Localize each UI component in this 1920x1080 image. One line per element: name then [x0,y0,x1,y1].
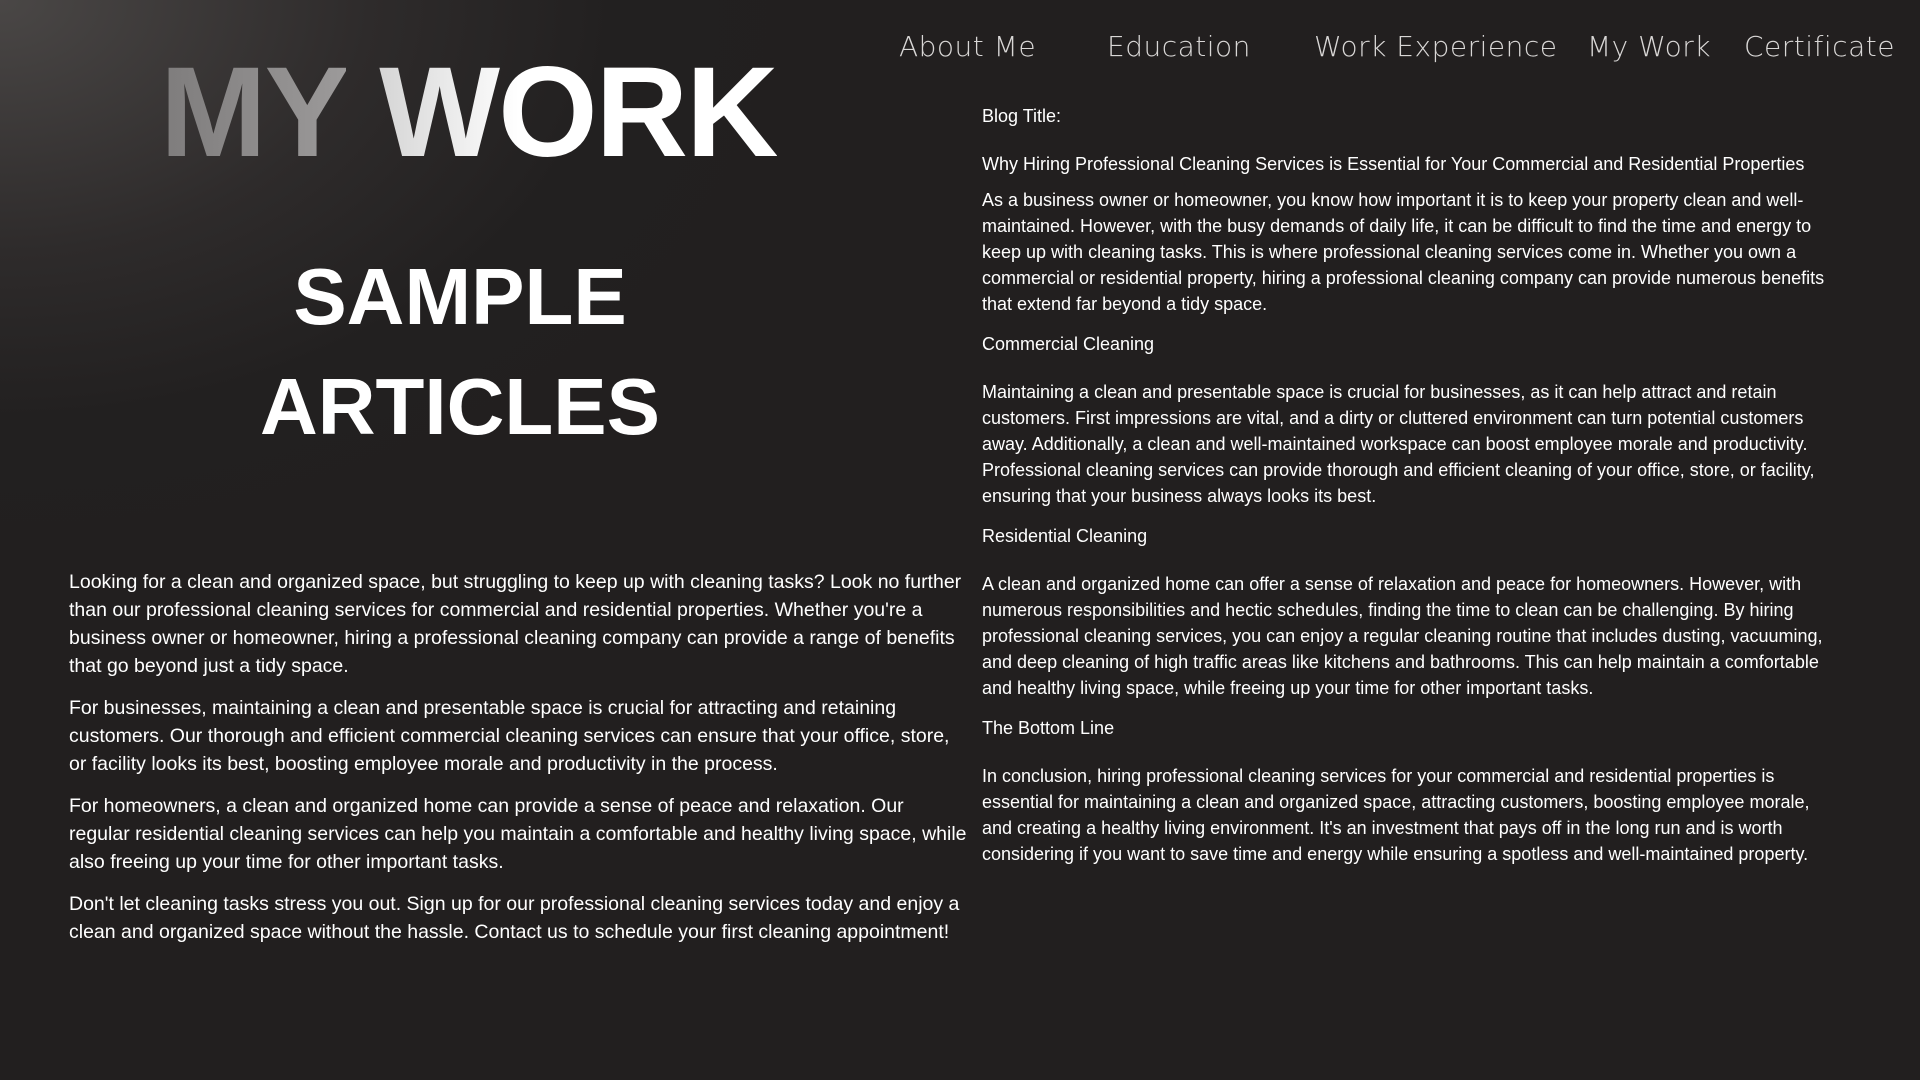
nav-item-education[interactable]: Education [1107,30,1251,63]
page-title-work: WORK [379,41,777,184]
nav-item-my-work[interactable]: My Work [1587,30,1712,63]
blog-intro: As a business owner or homeowner, you know how important it is to keep your property clean and well-maintained. However, with the busy demands of daily life, it can be difficult to find the time and energy to keep up with cleaning tasks. This is where professional cleaning services come in. Whether you own a commercial or residential property, hiring a professional cleaning company can provide numerous benefits that extend far beyond a tidy space. [982,190,1825,314]
intro-paragraph-2: For businesses, maintaining a clean and presentable space is crucial for attracting and retaining customers. Our thorough and efficient commercial cleaning services can ensure that your office, store, or facility looks its best, boosting employee morale and productivity in the process. [69,697,950,775]
blog-title-label: Blog Title: [982,106,1062,126]
section-subtitle [190,242,730,462]
section-body-commercial: Maintaining a clean and presentable space is crucial for businesses, as it can help attract and retain customers. First impressions are vital, and a dirty or cluttered environment can turn potential customers away. Additionally, a clean and well-maintained workspace can boost employee morale and productivity. Professional cleaning services can provide thorough and efficient cleaning of your office, store, or facility, ensuring that your business always looks its best. [982,382,1815,506]
blog-title: Why Hiring Professional Cleaning Services is Essential for Your Commercial and Residential Properties [982,154,1805,174]
intro-paragraph-1: Looking for a clean and organized space, but struggling to keep up with cleaning tasks? Look no further than our professional cleaning services for commercial and residential properties. Whether you're a business owner or homeowner, hiring a professional cleaning company can provide a range of benefits that go beyond just a tidy space. [69,571,962,677]
section-body-residential: A clean and organized home can offer a sense of relaxation and peace for homeowners. However, with numerous responsibilities and hectic schedules, finding the time to clean can be challenging. By hiring professional cleaning services, you can enjoy a regular cleaning routine that includes dusting, vacuuming, and deep cleaning of high traffic areas like kitchens and bathrooms. This can help maintain a comfortable and healthy living space, while freeing up your time for other important tasks. [982,574,1823,698]
section-heading-bottom-line: The Bottom Line [982,718,1115,738]
subtitle-line-1: SAMPLE [293,252,627,341]
page-title [160,41,780,184]
nav-item-work-experience[interactable]: Work Experience [1314,30,1558,63]
section-heading-residential: Residential Cleaning [982,526,1148,546]
intro-text [69,568,969,960]
nav-item-certificate[interactable]: Certificate [1744,30,1895,63]
intro-paragraph-4: Don't let cleaning tasks stress you out. Sign up for our professional cleaning services today and enjoy a clean and organized space without the hassle. Contact us to schedule your first cleaning appointment! [69,893,960,943]
nav-item-about-me[interactable]: About Me [899,30,1037,63]
intro-paragraph-3: For homeowners, a clean and organized home can provide a sense of peace and relaxation. Our regular residential cleaning services can help you maintain a comfortable and healthy living space, while also freeing up your time for other important tasks. [69,795,967,873]
page-title-my: MY [160,41,346,184]
blog-article [982,103,1842,881]
subtitle-line-2: ARTICLES [260,362,660,451]
section-body-bottom-line: In conclusion, hiring professional cleaning services for your commercial and residential properties is essential for maintaining a clean and organized space, attracting customers, boosting employee morale, and creating a healthy living environment. It's an investment that pays off in the long run and is worth considering if you want to save time and energy while ensuring a spotless and well-maintained property. [982,766,1810,864]
section-heading-commercial: Commercial Cleaning [982,334,1155,354]
